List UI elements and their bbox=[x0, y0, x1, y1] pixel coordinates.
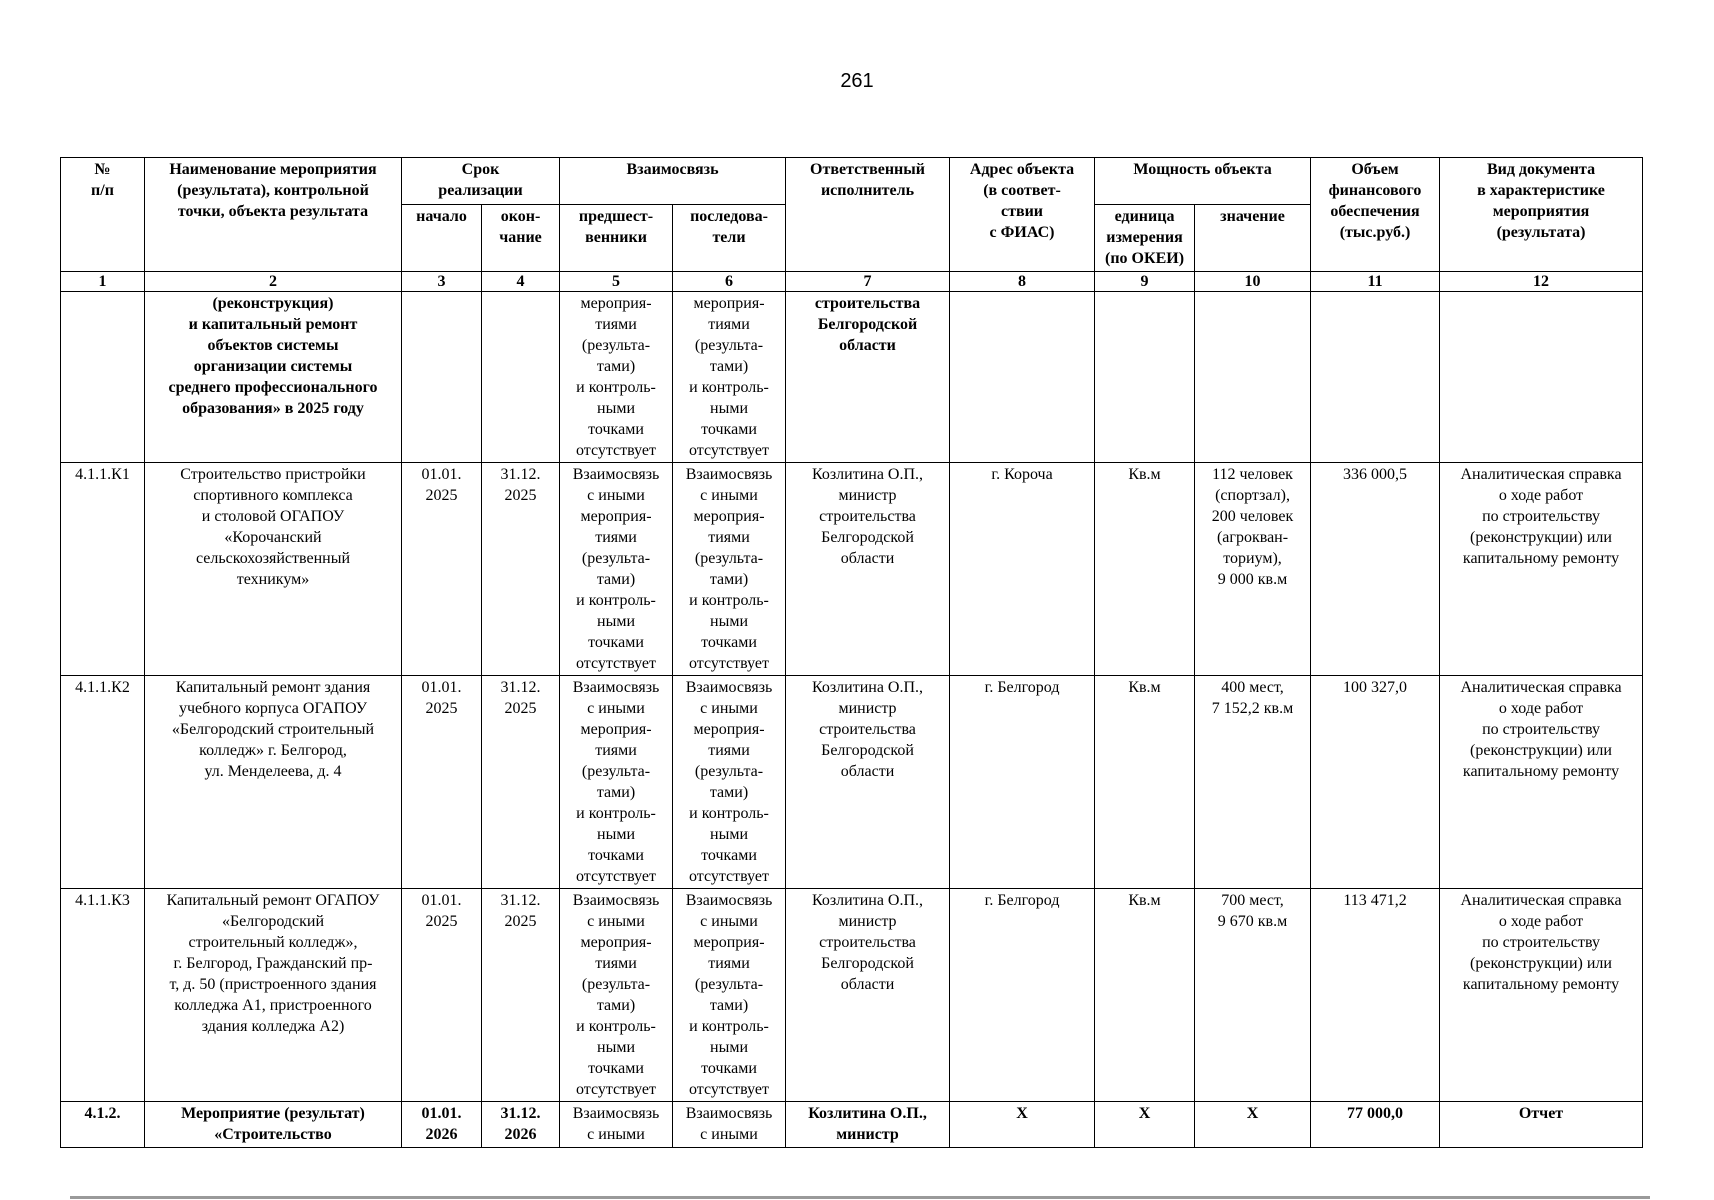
row-successors: мероприя- тиями (результа- тами) и контроль- ными точками отсутствует bbox=[673, 292, 786, 463]
header-start: начало bbox=[402, 205, 482, 272]
row-predecessors: Взаимосвязь с иными мероприя- тиями (результа- тами) и контроль- ными точками отсутствует bbox=[560, 676, 673, 889]
table-row bbox=[61, 1102, 1643, 1148]
row-start: 01.01. 2025 bbox=[402, 463, 482, 676]
row-start bbox=[402, 292, 482, 463]
row-unit bbox=[1095, 292, 1195, 463]
table-row bbox=[61, 463, 1643, 676]
header-row-1 bbox=[61, 158, 1643, 205]
row-finance bbox=[1311, 292, 1440, 463]
row-number: 4.1.2. bbox=[61, 1102, 145, 1148]
column-number: 3 bbox=[402, 272, 482, 292]
row-number: 4.1.1.К3 bbox=[61, 889, 145, 1102]
row-start: 01.01. 2025 bbox=[402, 889, 482, 1102]
activities-table bbox=[60, 157, 1643, 1148]
row-finance: 100 327,0 bbox=[1311, 676, 1440, 889]
row-value: 700 мест, 9 670 кв.м bbox=[1195, 889, 1311, 1102]
row-address: г. Короча bbox=[950, 463, 1095, 676]
row-document: Аналитическая справка о ходе работ по строительству (реконструкции) или капитальному ремонту bbox=[1440, 676, 1643, 889]
row-predecessors: Взаимосвязь с иными мероприя- тиями (результа- тами) и контроль- ными точками отсутствует bbox=[560, 889, 673, 1102]
row-address bbox=[950, 292, 1095, 463]
row-unit: Х bbox=[1095, 1102, 1195, 1148]
row-name: Капитальный ремонт здания учебного корпуса ОГАПОУ «Белгородский строительный колледж» г. Белгород, ул. Менделеева, д. 4 bbox=[145, 676, 402, 889]
row-end: 31.12. 2025 bbox=[482, 463, 560, 676]
column-numbers-row bbox=[61, 272, 1643, 292]
row-predecessors: Взаимосвязь с иными bbox=[560, 1102, 673, 1148]
row-address: Х bbox=[950, 1102, 1095, 1148]
header-relation: Взаимосвязь bbox=[560, 158, 786, 205]
row-name: Строительство пристройки спортивного комплекса и столовой ОГАПОУ «Корочанский сельскохозяйственный техникум» bbox=[145, 463, 402, 676]
table-row bbox=[61, 889, 1643, 1102]
row-responsible: строительства Белгородской области bbox=[786, 292, 950, 463]
row-unit: Кв.м bbox=[1095, 889, 1195, 1102]
header-responsible: Ответственный исполнитель bbox=[786, 158, 950, 272]
column-number: 7 bbox=[786, 272, 950, 292]
table-row bbox=[61, 676, 1643, 889]
row-responsible: Козлитина О.П., министр строительства Белгородской области bbox=[786, 889, 950, 1102]
column-number: 9 bbox=[1095, 272, 1195, 292]
header-value: значение bbox=[1195, 205, 1311, 272]
header-successors: последова- тели bbox=[673, 205, 786, 272]
row-responsible: Козлитина О.П., министр bbox=[786, 1102, 950, 1148]
row-number bbox=[61, 292, 145, 463]
row-start: 01.01. 2025 bbox=[402, 676, 482, 889]
page-number: 261 bbox=[840, 70, 874, 92]
row-successors: Взаимосвязь с иными мероприя- тиями (результа- тами) и контроль- ными точками отсутствует bbox=[673, 463, 786, 676]
column-number: 12 bbox=[1440, 272, 1643, 292]
row-address: г. Белгород bbox=[950, 889, 1095, 1102]
column-number: 2 bbox=[145, 272, 402, 292]
row-value: Х bbox=[1195, 1102, 1311, 1148]
header-document: Вид документа в характеристике мероприятия (результата) bbox=[1440, 158, 1643, 272]
row-unit: Кв.м bbox=[1095, 676, 1195, 889]
header-address: Адрес объекта (в соответ- ствии с ФИАС) bbox=[950, 158, 1095, 272]
row-successors: Взаимосвязь с иными мероприя- тиями (результа- тами) и контроль- ными точками отсутствует bbox=[673, 676, 786, 889]
row-start: 01.01. 2026 bbox=[402, 1102, 482, 1148]
row-name: Капитальный ремонт ОГАПОУ «Белгородский строительный колледж», г. Белгород, Гражданский пр- т, д. 50 (пристроенного здания колледжа А1, пристроенного здания колледжа А2) bbox=[145, 889, 402, 1102]
row-value bbox=[1195, 292, 1311, 463]
row-document bbox=[1440, 292, 1643, 463]
scan-artifact-line bbox=[70, 1196, 1650, 1199]
header-capacity: Мощность объекта bbox=[1095, 158, 1311, 205]
row-name: Мероприятие (результат) «Строительство bbox=[145, 1102, 402, 1148]
header-term: Срок реализации bbox=[402, 158, 560, 205]
row-end: 31.12. 2025 bbox=[482, 889, 560, 1102]
row-predecessors: Взаимосвязь с иными мероприя- тиями (результа- тами) и контроль- ными точками отсутствует bbox=[560, 463, 673, 676]
row-successors: Взаимосвязь с иными bbox=[673, 1102, 786, 1148]
column-number: 10 bbox=[1195, 272, 1311, 292]
column-number: 4 bbox=[482, 272, 560, 292]
row-finance: 336 000,5 bbox=[1311, 463, 1440, 676]
row-successors: Взаимосвязь с иными мероприя- тиями (результа- тами) и контроль- ными точками отсутствует bbox=[673, 889, 786, 1102]
row-responsible: Козлитина О.П., министр строительства Белгородской области bbox=[786, 463, 950, 676]
row-end bbox=[482, 292, 560, 463]
row-value: 112 человек (спортзал), 200 человек (агрокван- ториум), 9 000 кв.м bbox=[1195, 463, 1311, 676]
header-number: № п/п bbox=[61, 158, 145, 272]
row-finance: 113 471,2 bbox=[1311, 889, 1440, 1102]
column-number: 11 bbox=[1311, 272, 1440, 292]
header-name: Наименование мероприятия (результата), контрольной точки, объекта результата bbox=[145, 158, 402, 272]
row-name: (реконструкция) и капитальный ремонт объектов системы организации системы среднего профессионального образования» в 2025 году bbox=[145, 292, 402, 463]
row-finance: 77 000,0 bbox=[1311, 1102, 1440, 1148]
table-row bbox=[61, 292, 1643, 463]
row-end: 31.12. 2026 bbox=[482, 1102, 560, 1148]
row-document: Аналитическая справка о ходе работ по строительству (реконструкции) или капитальному ремонту bbox=[1440, 463, 1643, 676]
header-predecessors: предшест- венники bbox=[560, 205, 673, 272]
column-number: 1 bbox=[61, 272, 145, 292]
column-number: 5 bbox=[560, 272, 673, 292]
header-end: окон- чание bbox=[482, 205, 560, 272]
row-predecessors: мероприя- тиями (результа- тами) и контроль- ными точками отсутствует bbox=[560, 292, 673, 463]
column-number: 8 bbox=[950, 272, 1095, 292]
header-finance: Объем финансового обеспечения (тыс.руб.) bbox=[1311, 158, 1440, 272]
row-end: 31.12. 2025 bbox=[482, 676, 560, 889]
header-unit: единица измерения (по ОКЕИ) bbox=[1095, 205, 1195, 272]
row-number: 4.1.1.К2 bbox=[61, 676, 145, 889]
row-number: 4.1.1.К1 bbox=[61, 463, 145, 676]
column-number: 6 bbox=[673, 272, 786, 292]
row-document: Отчет bbox=[1440, 1102, 1643, 1148]
row-address: г. Белгород bbox=[950, 676, 1095, 889]
row-value: 400 мест, 7 152,2 кв.м bbox=[1195, 676, 1311, 889]
row-unit: Кв.м bbox=[1095, 463, 1195, 676]
row-responsible: Козлитина О.П., министр строительства Белгородской области bbox=[786, 676, 950, 889]
row-document: Аналитическая справка о ходе работ по строительству (реконструкции) или капитальному ремонту bbox=[1440, 889, 1643, 1102]
